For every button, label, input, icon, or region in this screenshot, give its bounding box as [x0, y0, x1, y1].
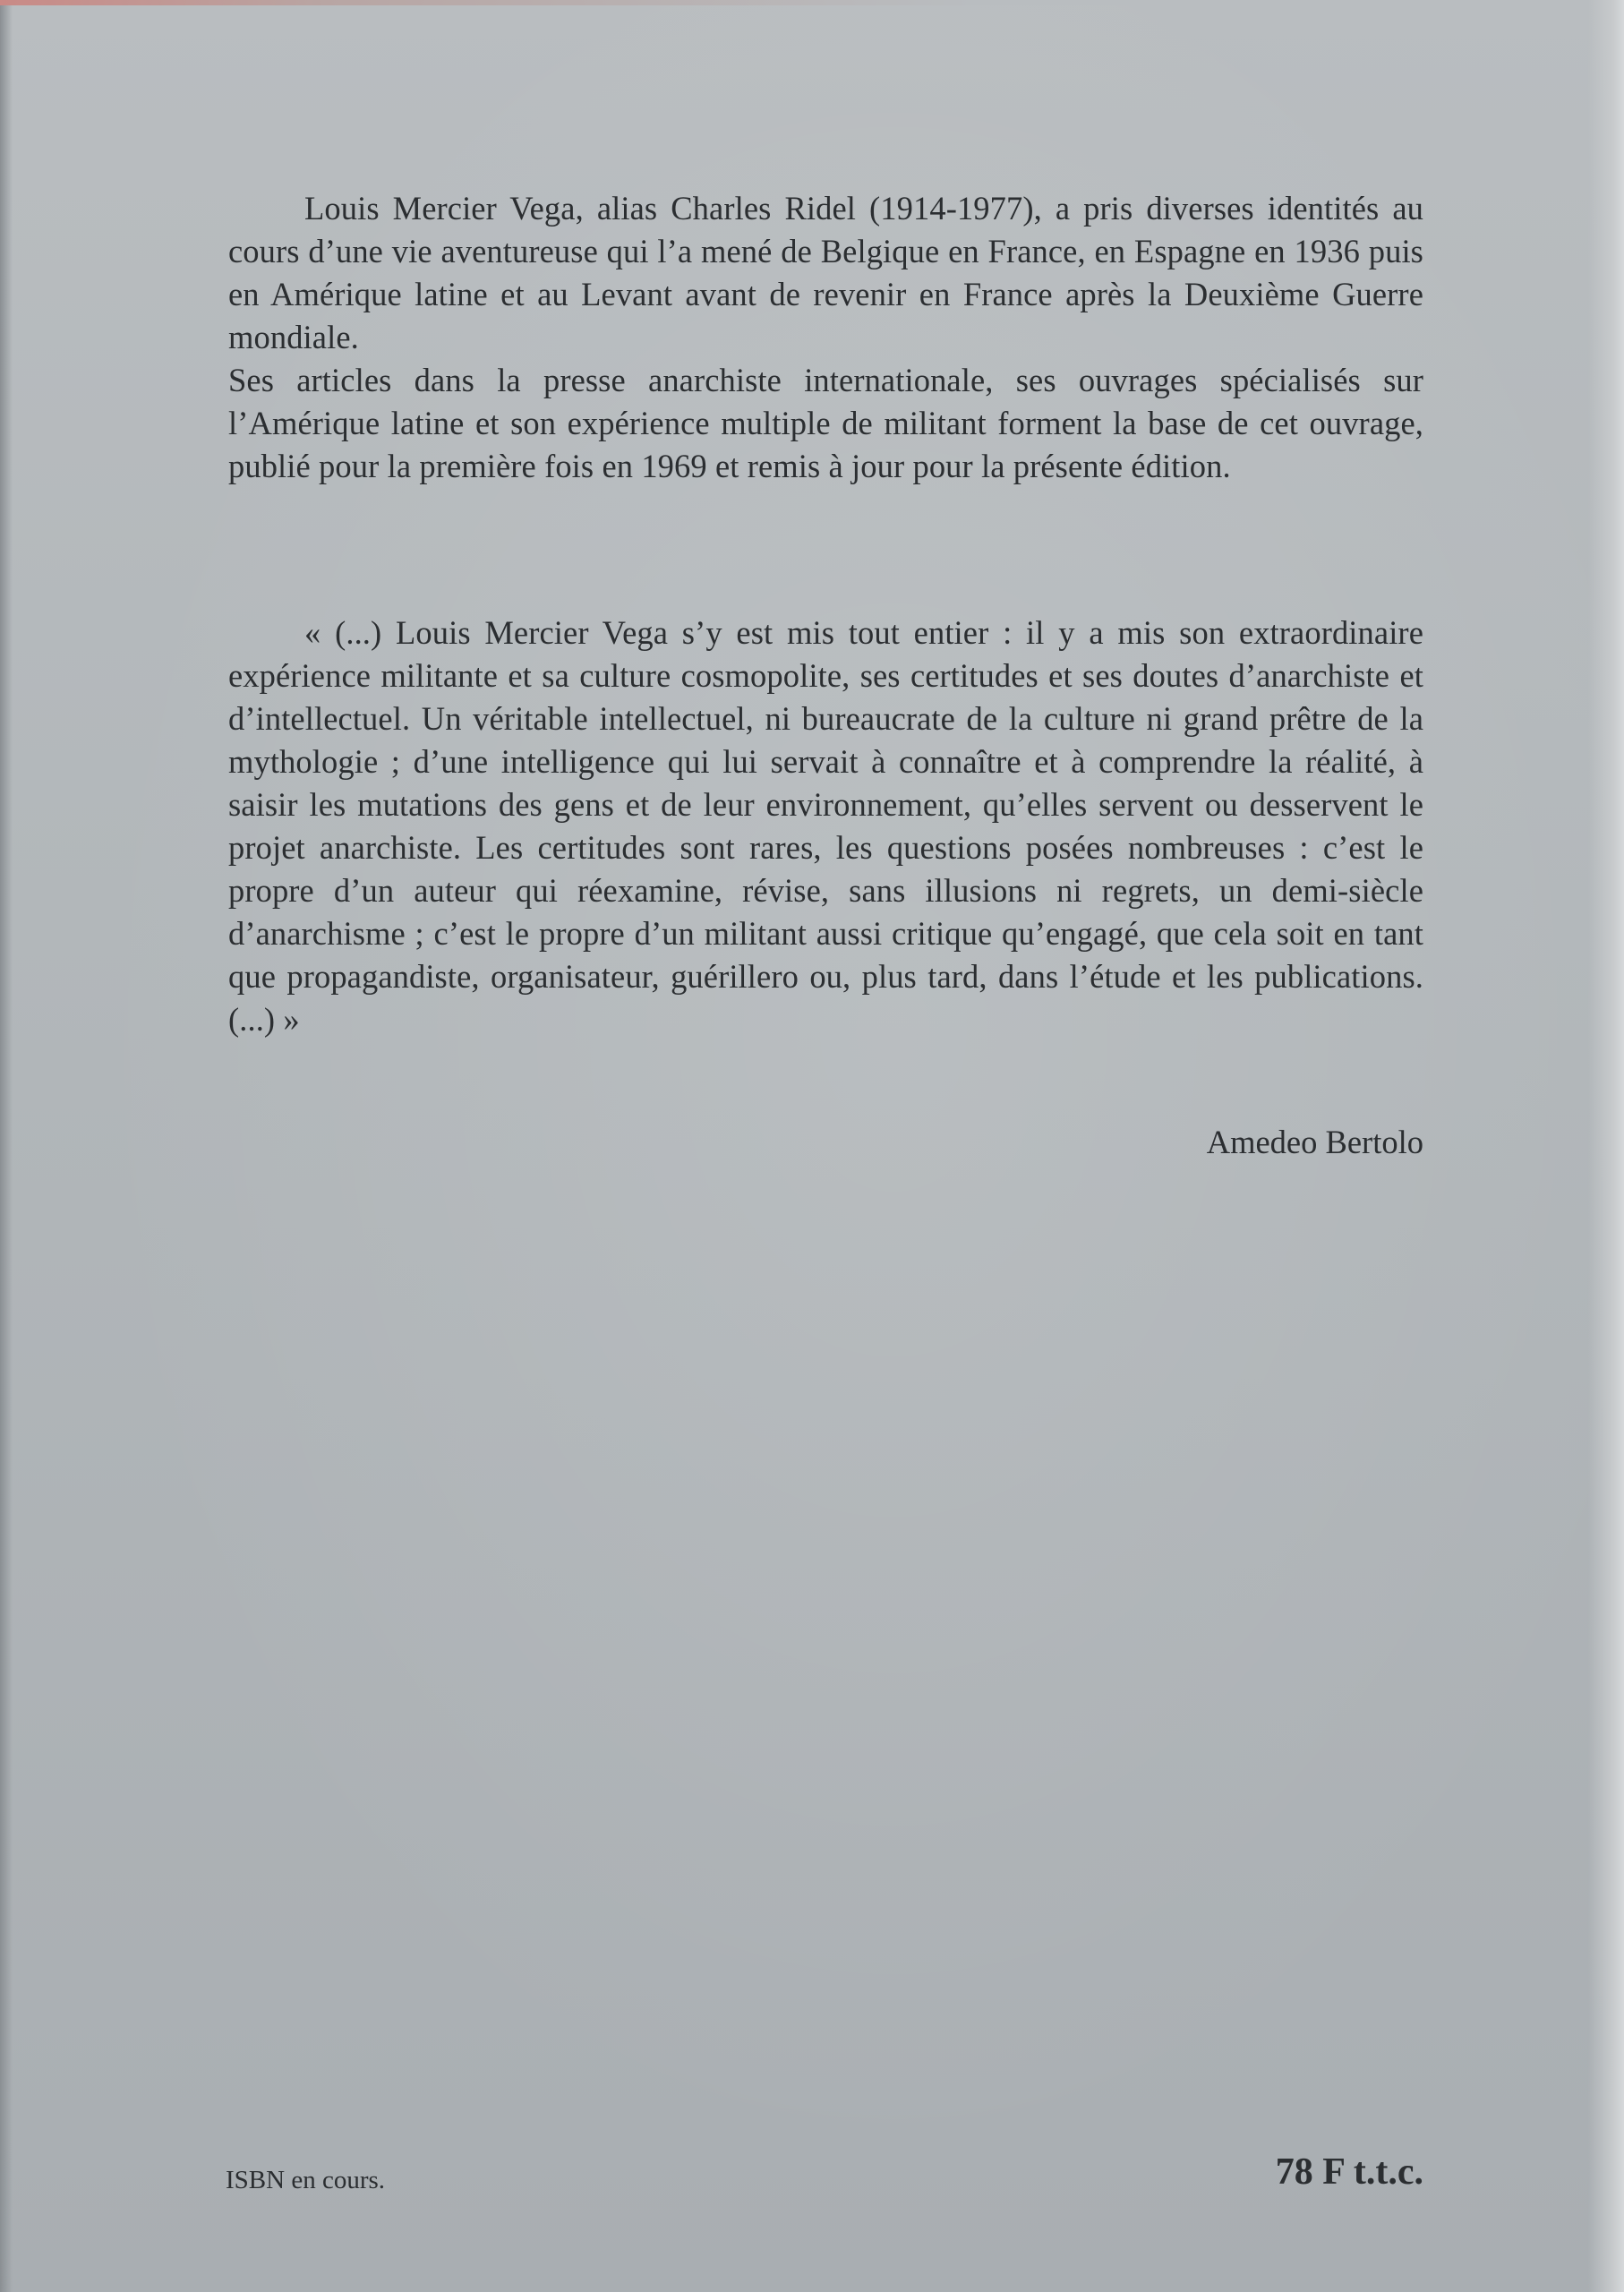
author-biography — [228, 187, 1423, 488]
review-quote — [228, 611, 1423, 1041]
price-label: 78 F t.t.c. — [1275, 2151, 1423, 2193]
quote-text: « (...) Louis Mercier Vega s’y est mis tout entier : il y a mis son extraordinaire expérience militante et sa culture cosmopolite, ses certitudes et ses doutes d’anarchiste et d’intellectuel. Un véritable intellectuel, ni bureaucrate de la culture ni grand prêtre de la mythologie ; d’une intelligence qui lui servait à connaître et à comprendre la réalité, à saisir les mutations des gens et de leur environnement, qu’elles servent ou desservent le projet anarchiste. Les certitudes sont rares, les questions posées nombreuses : c’est le propre d’un auteur qui réexamine, révise, sans illusions ni regrets, un demi-siècle d’anarchisme ; c’est le propre d’un militant aussi critique qu’engagé, que cela soit en tant que propagandiste, organisateur, guérillero ou, plus tard, dans l’étude et les publications. (...) » — [228, 614, 1423, 1038]
biography-paragraph-1: Louis Mercier Vega, alias Charles Ridel (1914-1977), a pris diverses identités au cours d’une vie aventureuse qui l’a mené de Belgique en France, en Espagne en 1936 puis en Amérique latine et au Levant avant de revenir en France après la Deuxième Guerre mondiale. — [228, 190, 1423, 355]
biography-paragraph-2: Ses articles dans la presse anarchiste internationale, ses ouvrages spécialisés sur l’Amérique latine et son expérience multiple de militant forment la base de cet ouvrage, publié pour la première fois en 1969 et remis à jour pour la présente édition. — [228, 362, 1423, 484]
quote-author: Amedeo Bertolo — [1206, 1124, 1423, 1160]
isbn-notice: ISBN en cours. — [226, 2166, 386, 2194]
cover-top-edge — [0, 0, 1624, 5]
